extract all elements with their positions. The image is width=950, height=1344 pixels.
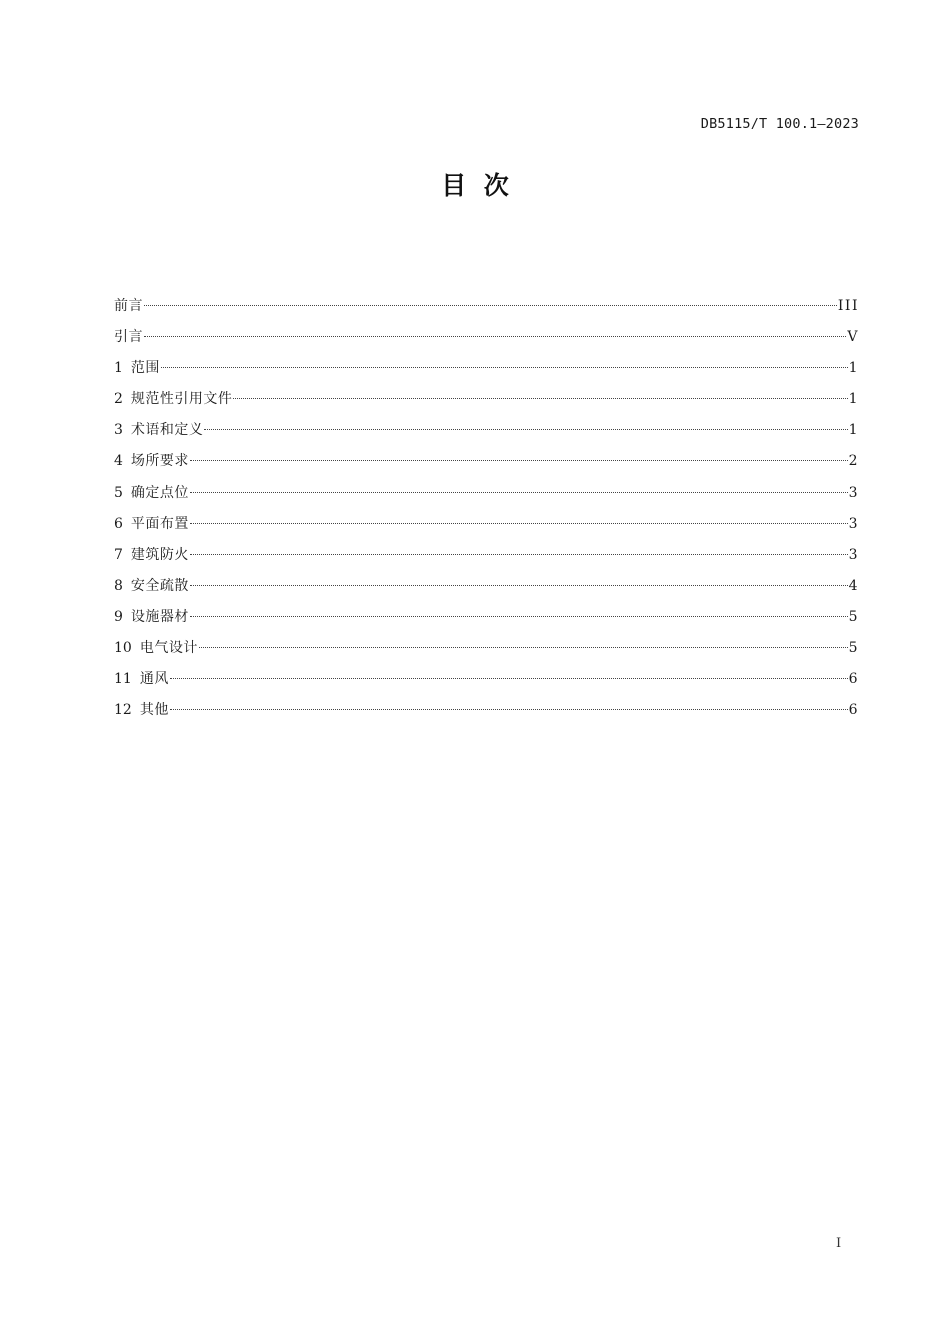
- toc-entry-3[interactable]: [114, 420, 859, 451]
- toc-entry-number: 7: [114, 546, 123, 563]
- dot-leader: [190, 554, 848, 555]
- dot-leader: [190, 460, 848, 461]
- toc-entry-number: 8: [114, 577, 123, 594]
- toc-entry-1[interactable]: [114, 358, 859, 389]
- toc-entry-label: 建筑防火: [130, 546, 189, 563]
- toc-entry-label: 范围: [130, 360, 160, 377]
- page-title: 目 次: [441, 171, 509, 200]
- toc-entry-5[interactable]: [114, 483, 859, 514]
- toc-entry-number: 9: [114, 608, 123, 625]
- dot-leader: [170, 678, 848, 679]
- toc-entry-10[interactable]: [114, 638, 859, 669]
- dot-leader: [144, 336, 846, 337]
- toc-entry-8[interactable]: [114, 576, 859, 607]
- toc-entry-number: 3: [114, 422, 123, 439]
- toc-entry-label: 术语和定义: [130, 422, 204, 439]
- dot-leader: [204, 429, 847, 430]
- toc-entry-number: 11: [114, 671, 132, 688]
- toc-entry-4[interactable]: [114, 451, 859, 482]
- toc-entry-page: 3: [848, 484, 859, 501]
- toc-entry-label: 其他: [139, 702, 169, 719]
- toc-entry-label: 引言: [114, 329, 143, 346]
- toc-entry-page: V: [847, 329, 859, 346]
- toc-entry-page: 3: [848, 546, 859, 563]
- toc-entry-number: 1: [114, 360, 123, 377]
- toc-entry-12[interactable]: [114, 700, 859, 731]
- dot-leader: [233, 398, 847, 399]
- dot-leader: [190, 492, 848, 493]
- dot-leader: [161, 367, 848, 368]
- toc-entry-foreword[interactable]: [114, 296, 859, 327]
- toc-entry-page: 1: [848, 422, 859, 439]
- toc-entry-label: 前言: [114, 298, 143, 314]
- toc-entry-page: 1: [848, 391, 859, 408]
- toc-entry-number: 4: [114, 453, 123, 470]
- toc-entry-page: 2: [848, 453, 859, 470]
- document-number: DB5115/T 100.1—2023: [700, 116, 859, 132]
- toc-entry-page: 5: [848, 608, 859, 625]
- toc-entry-9[interactable]: [114, 607, 859, 638]
- toc-entry-page: 6: [848, 671, 859, 688]
- table-of-contents: [114, 296, 859, 731]
- dot-leader: [144, 305, 837, 306]
- toc-entry-label: 安全疏散: [130, 577, 189, 594]
- dot-leader: [170, 709, 848, 710]
- dot-leader: [199, 647, 848, 648]
- dot-leader: [190, 523, 848, 524]
- toc-entry-11[interactable]: [114, 669, 859, 700]
- toc-entry-page: 3: [848, 515, 859, 532]
- dot-leader: [190, 616, 848, 617]
- toc-entry-number: 10: [114, 640, 132, 657]
- toc-entry-label: 电气设计: [139, 640, 198, 657]
- toc-entry-number: 6: [114, 515, 123, 532]
- toc-entry-introduction[interactable]: [114, 327, 859, 358]
- toc-entry-page: III: [837, 298, 859, 314]
- toc-entry-label: 设施器材: [130, 608, 189, 625]
- toc-entry-6[interactable]: [114, 514, 859, 545]
- toc-entry-page: 1: [848, 360, 859, 377]
- page-number: I: [836, 1236, 842, 1251]
- toc-entry-7[interactable]: [114, 545, 859, 576]
- toc-entry-label: 确定点位: [130, 484, 189, 501]
- toc-entry-page: 6: [848, 702, 859, 719]
- toc-entry-label: 平面布置: [130, 515, 189, 532]
- toc-entry-page: 5: [848, 640, 859, 657]
- dot-leader: [190, 585, 848, 586]
- toc-entry-number: 2: [114, 391, 123, 408]
- toc-entry-number: 12: [114, 702, 132, 719]
- toc-entry-label: 规范性引用文件: [130, 391, 233, 408]
- toc-entry-label: 通风: [139, 671, 169, 688]
- toc-entry-label: 场所要求: [130, 453, 189, 470]
- toc-entry-number: 5: [114, 484, 123, 501]
- toc-entry-2[interactable]: [114, 389, 859, 420]
- toc-entry-page: 4: [848, 577, 859, 594]
